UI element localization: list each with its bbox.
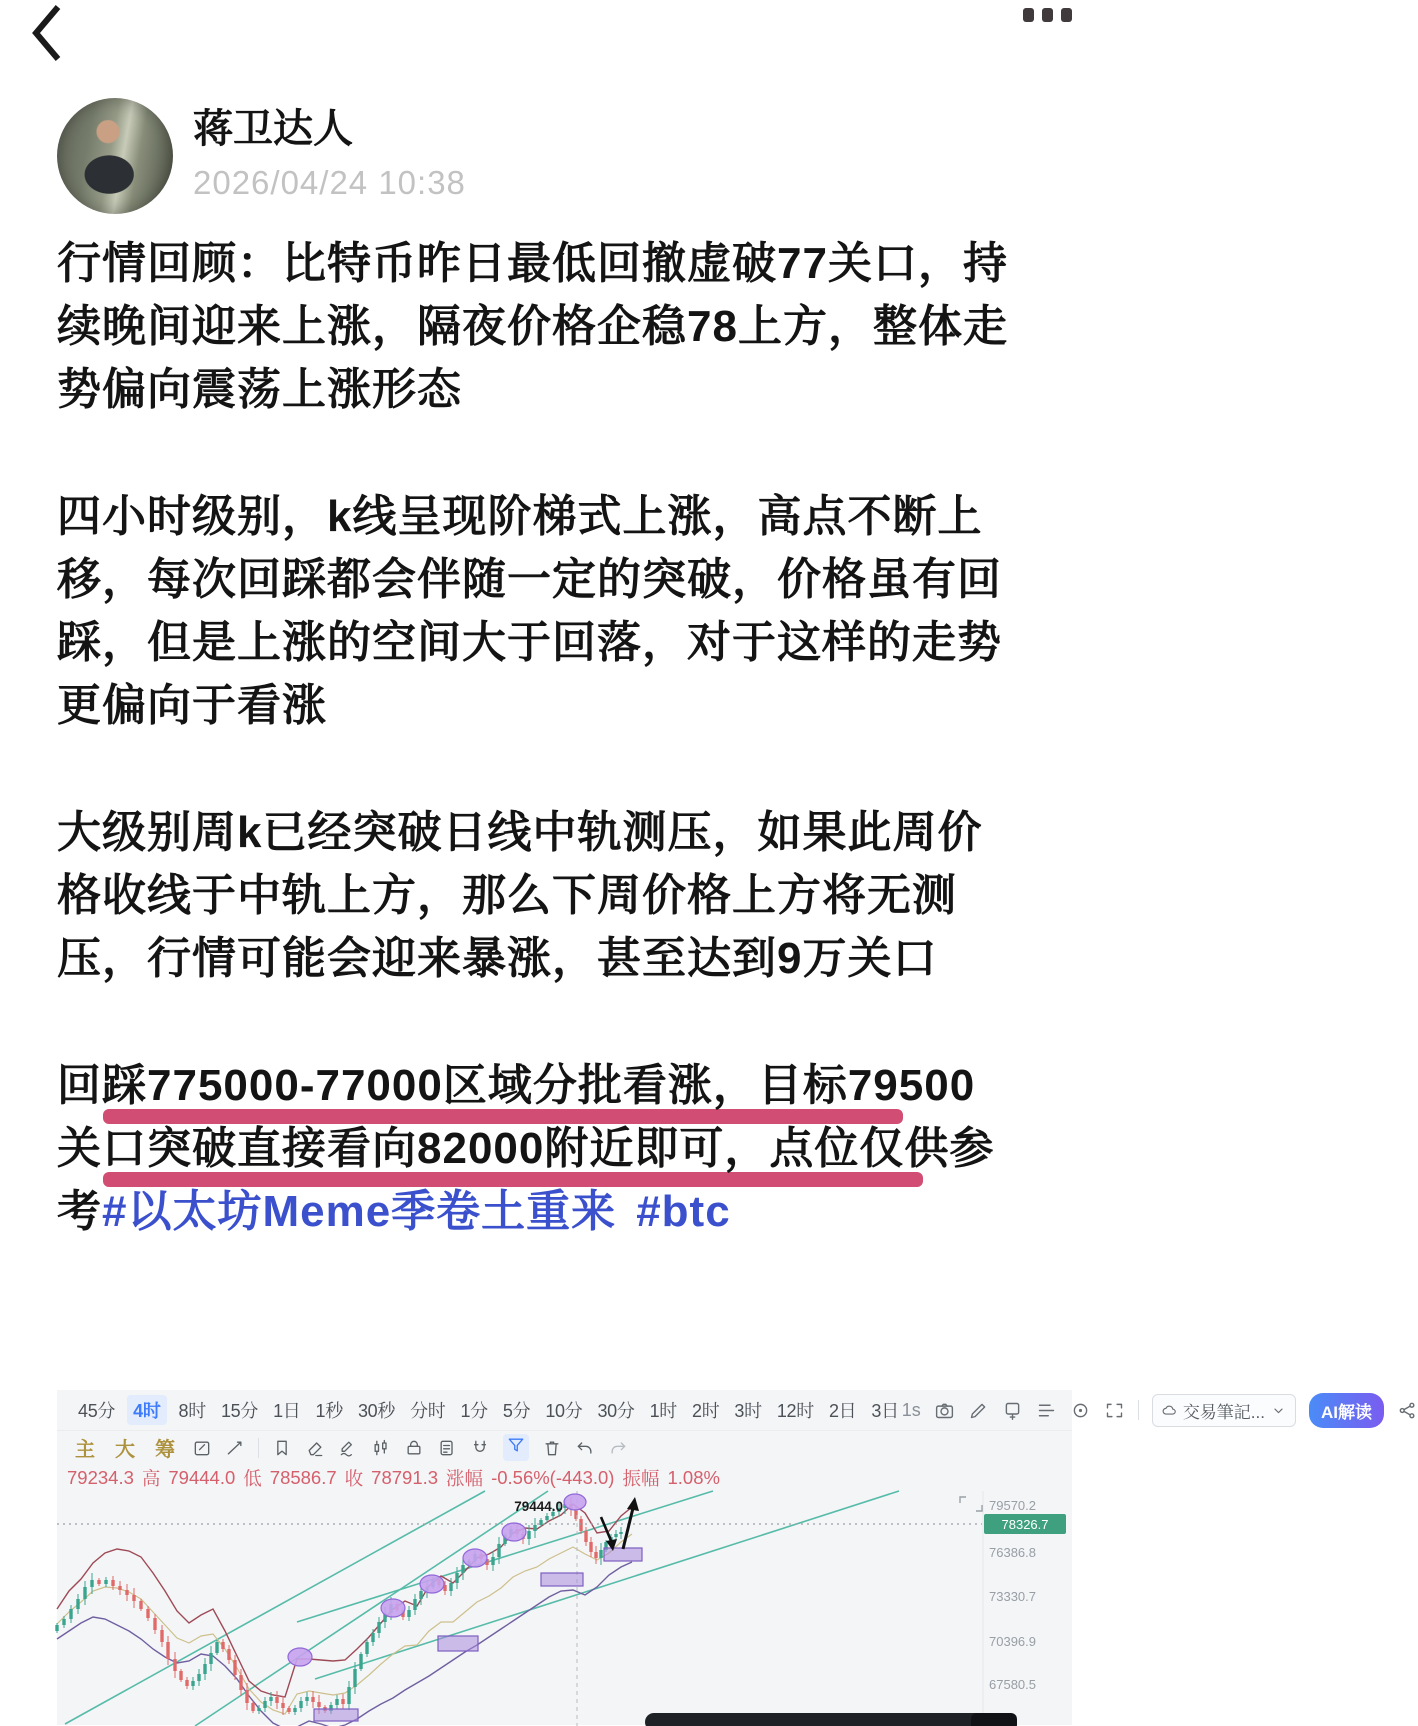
timeframe-tab: 15分 [220, 1401, 259, 1421]
ohlc-close-label: 收 [344, 1467, 364, 1489]
pen-wave-icon [338, 1438, 358, 1458]
undo-icon [575, 1438, 595, 1458]
y-axis-label: 76386.8 [989, 1545, 1036, 1560]
timeframe-tab: 30分 [597, 1401, 635, 1421]
indicator-tab: 大 [115, 1439, 135, 1461]
share-icon [1397, 1400, 1418, 1421]
timeframe-tab: 2日 [828, 1401, 857, 1421]
bookmark-icon [272, 1438, 292, 1458]
ohlc-close: 78791.3 [371, 1466, 439, 1488]
paragraph-weekly-analysis: 大级别周k已经突破日线中轨测压，如果此周价格收线于中轨上方，那么下周价格上方将无测压，行情可能会迎来暴涨，甚至达到9万关口 [57, 808, 983, 983]
post-timestamp: 2026/04/24 10:38 [193, 164, 466, 201]
timeframe-tab: 30秒 [357, 1401, 396, 1421]
chevron-down-icon [1270, 1402, 1287, 1419]
timeframe-tab: 12时 [776, 1401, 814, 1421]
price-plot-area [57, 1491, 1072, 1726]
highlight-line-1 [57, 1054, 1015, 1117]
hashtag-link-btc[interactable]: #btc [636, 1187, 731, 1236]
ohlc-amplitude-label: 振幅 [622, 1467, 660, 1489]
chart-timeframe-toolbar [57, 1390, 1372, 1430]
highlight-text-3: 考 [57, 1187, 102, 1236]
current-price-tag [984, 1514, 1066, 1534]
timeframe-tab: 1日 [273, 1401, 301, 1421]
author-header [57, 98, 466, 214]
target-icon [1070, 1400, 1091, 1421]
timeframe-tab: 2时 [691, 1401, 720, 1421]
indicator-tab: 主 [75, 1439, 95, 1461]
timeframe-tab: 45分 [78, 1401, 116, 1421]
more-dot [1061, 8, 1072, 22]
indicator-tabs [75, 1433, 179, 1462]
trade-notes-label: 交易筆記... [1182, 1402, 1265, 1422]
chart-toolbar-right [902, 1393, 1412, 1428]
more-menu-icon[interactable] [1023, 8, 1072, 22]
fullscreen-icon [1104, 1400, 1125, 1421]
bollinger-upper-band [57, 1504, 632, 1697]
svg-text:78326.7: 78326.7 [1001, 1517, 1049, 1532]
timeframe-tabs [75, 1395, 902, 1425]
y-axis-label: 73330.7 [989, 1589, 1036, 1604]
camera-icon [934, 1400, 955, 1421]
resolution-label: 1s [901, 1399, 921, 1420]
y-axis-label: 79570.2 [989, 1498, 1036, 1513]
highlight-line-3 [57, 1180, 1015, 1243]
ai-analysis-button: AI解读 [1309, 1393, 1384, 1428]
toolbar-divider [258, 1438, 259, 1458]
filter-active-chip [503, 1434, 529, 1461]
author-name[interactable]: 蒋卫达人 [193, 107, 353, 151]
ohlc-low-label: 低 [243, 1467, 262, 1489]
ohlc-amplitude: 1.08% [667, 1466, 720, 1488]
cloud-icon [1161, 1402, 1178, 1419]
highlight-text-2: 关口突破直接看向82000附近即可，点位仅供参 [57, 1124, 995, 1173]
highlight-line-2 [57, 1117, 1015, 1180]
ohlc-readout [57, 1464, 1072, 1491]
y-axis-label: 67580.5 [989, 1677, 1036, 1692]
trade-notes-button [1152, 1394, 1296, 1427]
magnet-icon [470, 1438, 490, 1458]
note-edit-icon [437, 1438, 457, 1458]
up-arrow-annotation [623, 1497, 639, 1549]
ohlc-high: 79444.0 [168, 1466, 236, 1488]
paragraph-4h-analysis: 四小时级别，k线呈现阶梯式上涨，高点不断上移，每次回踩都会伴随一定的突破，价格虽有回踩，但是上涨的空间大于回落，对于这样的走势更偏向于看涨 [57, 492, 1002, 730]
redo-icon [608, 1438, 628, 1458]
more-dot [1042, 8, 1053, 22]
highlight-text-1: 回踩775000-77000区域分批看涨，目标79500 [57, 1061, 976, 1110]
timeframe-tab: 3日 [871, 1401, 899, 1421]
eraser-icon [305, 1438, 325, 1458]
timeframe-tab: 5分 [502, 1401, 531, 1421]
candle-pattern-icon [371, 1438, 391, 1458]
add-window-icon [1002, 1400, 1023, 1421]
more-dot [1023, 8, 1034, 22]
peak-price-label: 79444.0 [514, 1499, 563, 1514]
timeframe-tab: 10分 [545, 1401, 583, 1421]
indicator-list-icon [1036, 1400, 1057, 1421]
paragraph-trade-plan [57, 1054, 1015, 1243]
timeframe-tab: 4时 [127, 1395, 166, 1425]
trend-line-icon [225, 1438, 245, 1458]
avatar[interactable] [57, 98, 173, 214]
post-body [57, 232, 1015, 1307]
paragraph-market-review: 行情回顾：比特币昨日最低回撤虚破77关口，持续晚间迎来上涨，隔夜价格企稳78上方，整体走势偏向震荡上涨形态 [57, 239, 1008, 414]
funnel-icon [506, 1435, 526, 1455]
indicator-tab: 筹 [155, 1439, 175, 1461]
back-icon[interactable] [26, 2, 70, 64]
price-chart [57, 1491, 1072, 1726]
ohlc-open: 79234.3 [67, 1466, 134, 1488]
ohlc-high-label: 高 [141, 1467, 161, 1489]
hashtag-link-ethereum-meme[interactable]: #以太坊Meme季卷土重来 [102, 1187, 617, 1236]
timeframe-tab: 3时 [734, 1401, 762, 1421]
toolbar-divider [1138, 1400, 1139, 1420]
ohlc-change: -0.56%(-443.0) [491, 1466, 615, 1488]
embedded-chart-image[interactable] [57, 1390, 1372, 1725]
bottom-dark-bar [645, 1713, 1017, 1726]
trash-icon [542, 1438, 562, 1458]
topbar [0, 0, 1088, 70]
plot-expand-icon [960, 1497, 982, 1511]
timeframe-tab: 分时 [410, 1401, 446, 1421]
pencil-icon [968, 1400, 989, 1421]
edit-box-icon [192, 1438, 212, 1458]
chart-drawing-toolbar [57, 1430, 1072, 1464]
timeframe-tab: 1时 [649, 1401, 677, 1421]
trend-channel-lines [65, 1491, 899, 1726]
timeframe-tab: 1秒 [315, 1401, 343, 1421]
support-zone-boxes [314, 1548, 642, 1721]
timeframe-tab: 8时 [178, 1401, 206, 1421]
lock-icon [404, 1438, 424, 1458]
y-axis-label: 70396.9 [989, 1634, 1036, 1649]
ohlc-change-label: 涨幅 [446, 1467, 484, 1489]
ohlc-low: 78586.7 [269, 1466, 337, 1488]
timeframe-tab: 1分 [460, 1401, 488, 1421]
